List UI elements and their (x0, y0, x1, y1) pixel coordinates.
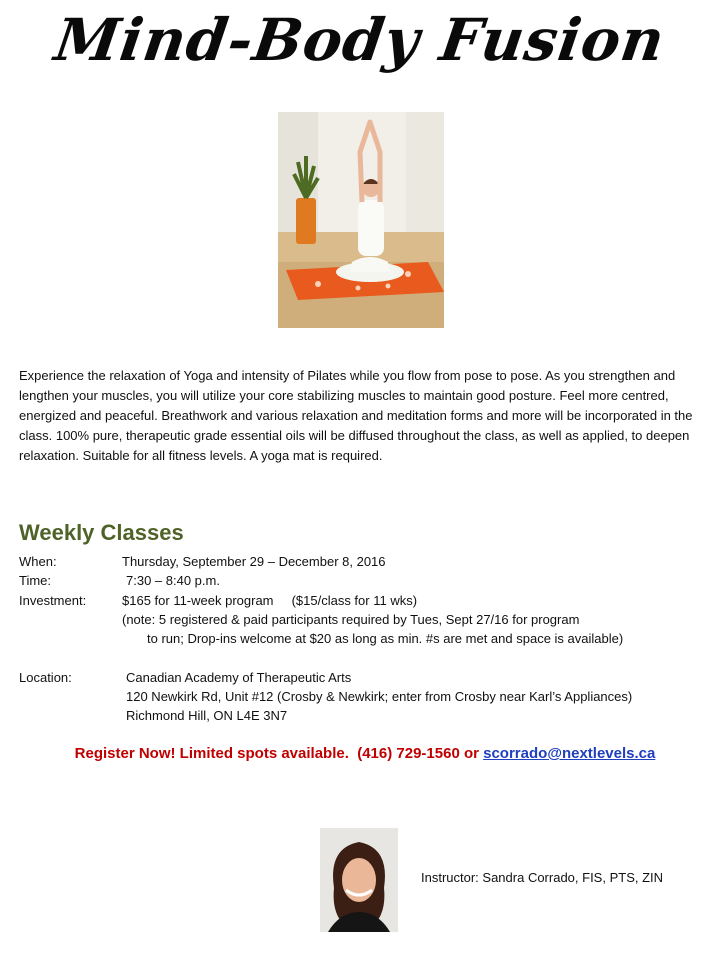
instructor-info: Instructor: Sandra Corrado, FIS, PTS, ZIN (421, 870, 664, 885)
time-label: Time: (19, 573, 52, 588)
note-line-2: to run; Drop-ins welcome at $20 as long as min. #s are met and space is available) (147, 631, 624, 646)
register-text: Register Now! Limited spots available. (416) 729-1560 or (74, 745, 484, 762)
weekly-classes-heading: Weekly Classes (19, 520, 184, 545)
register-line (0, 745, 720, 762)
email-link[interactable]: scorrado@nextlevels.ca (483, 745, 656, 762)
when-label: When: (19, 554, 57, 569)
location-line-2: 120 Newkirk Rd, Unit #12 (Crosby & Newkirk; enter from Crosby near Karl’s Appliances) (126, 689, 633, 704)
investment-value: $165 for 11-week program ($15/class for 11 wks) (122, 593, 418, 608)
class-description: Experience the relaxation of Yoga and intensity of Pilates while you flow from pose to pose. As you strengthen and lengthen your muscles, you will utilize your core stabilizing muscles to maintain good posture. Feel more centred, energized and peaceful. Breathwork and various relaxation and meditation forms and more will be incorporated in the class. 100% pure, therapeutic grade essential oils will be diffused throughout the class, as well as applied, to deepen relaxation. Suitable for all fitness levels. A yoga mat is required. (19, 368, 693, 463)
instructor-photo (320, 828, 398, 932)
time-value: 7:30 – 8:40 p.m. (126, 573, 220, 588)
note-line-1: (note: 5 registered & paid participants required by Tues, Sept 27/16 for program (122, 612, 580, 627)
yoga-photo (278, 112, 444, 328)
instructor-illustration (320, 828, 398, 932)
location-line-1: Canadian Academy of Therapeutic Arts (126, 670, 352, 685)
investment-label: Investment: (19, 593, 87, 608)
page-title: Mind-Body Fusion (50, 6, 670, 74)
location-label: Location: (19, 670, 72, 685)
location-line-3: Richmond Hill, ON L4E 3N7 (126, 708, 288, 723)
when-value: Thursday, September 29 – December 8, 2016 (122, 554, 386, 569)
yoga-illustration (278, 112, 444, 328)
